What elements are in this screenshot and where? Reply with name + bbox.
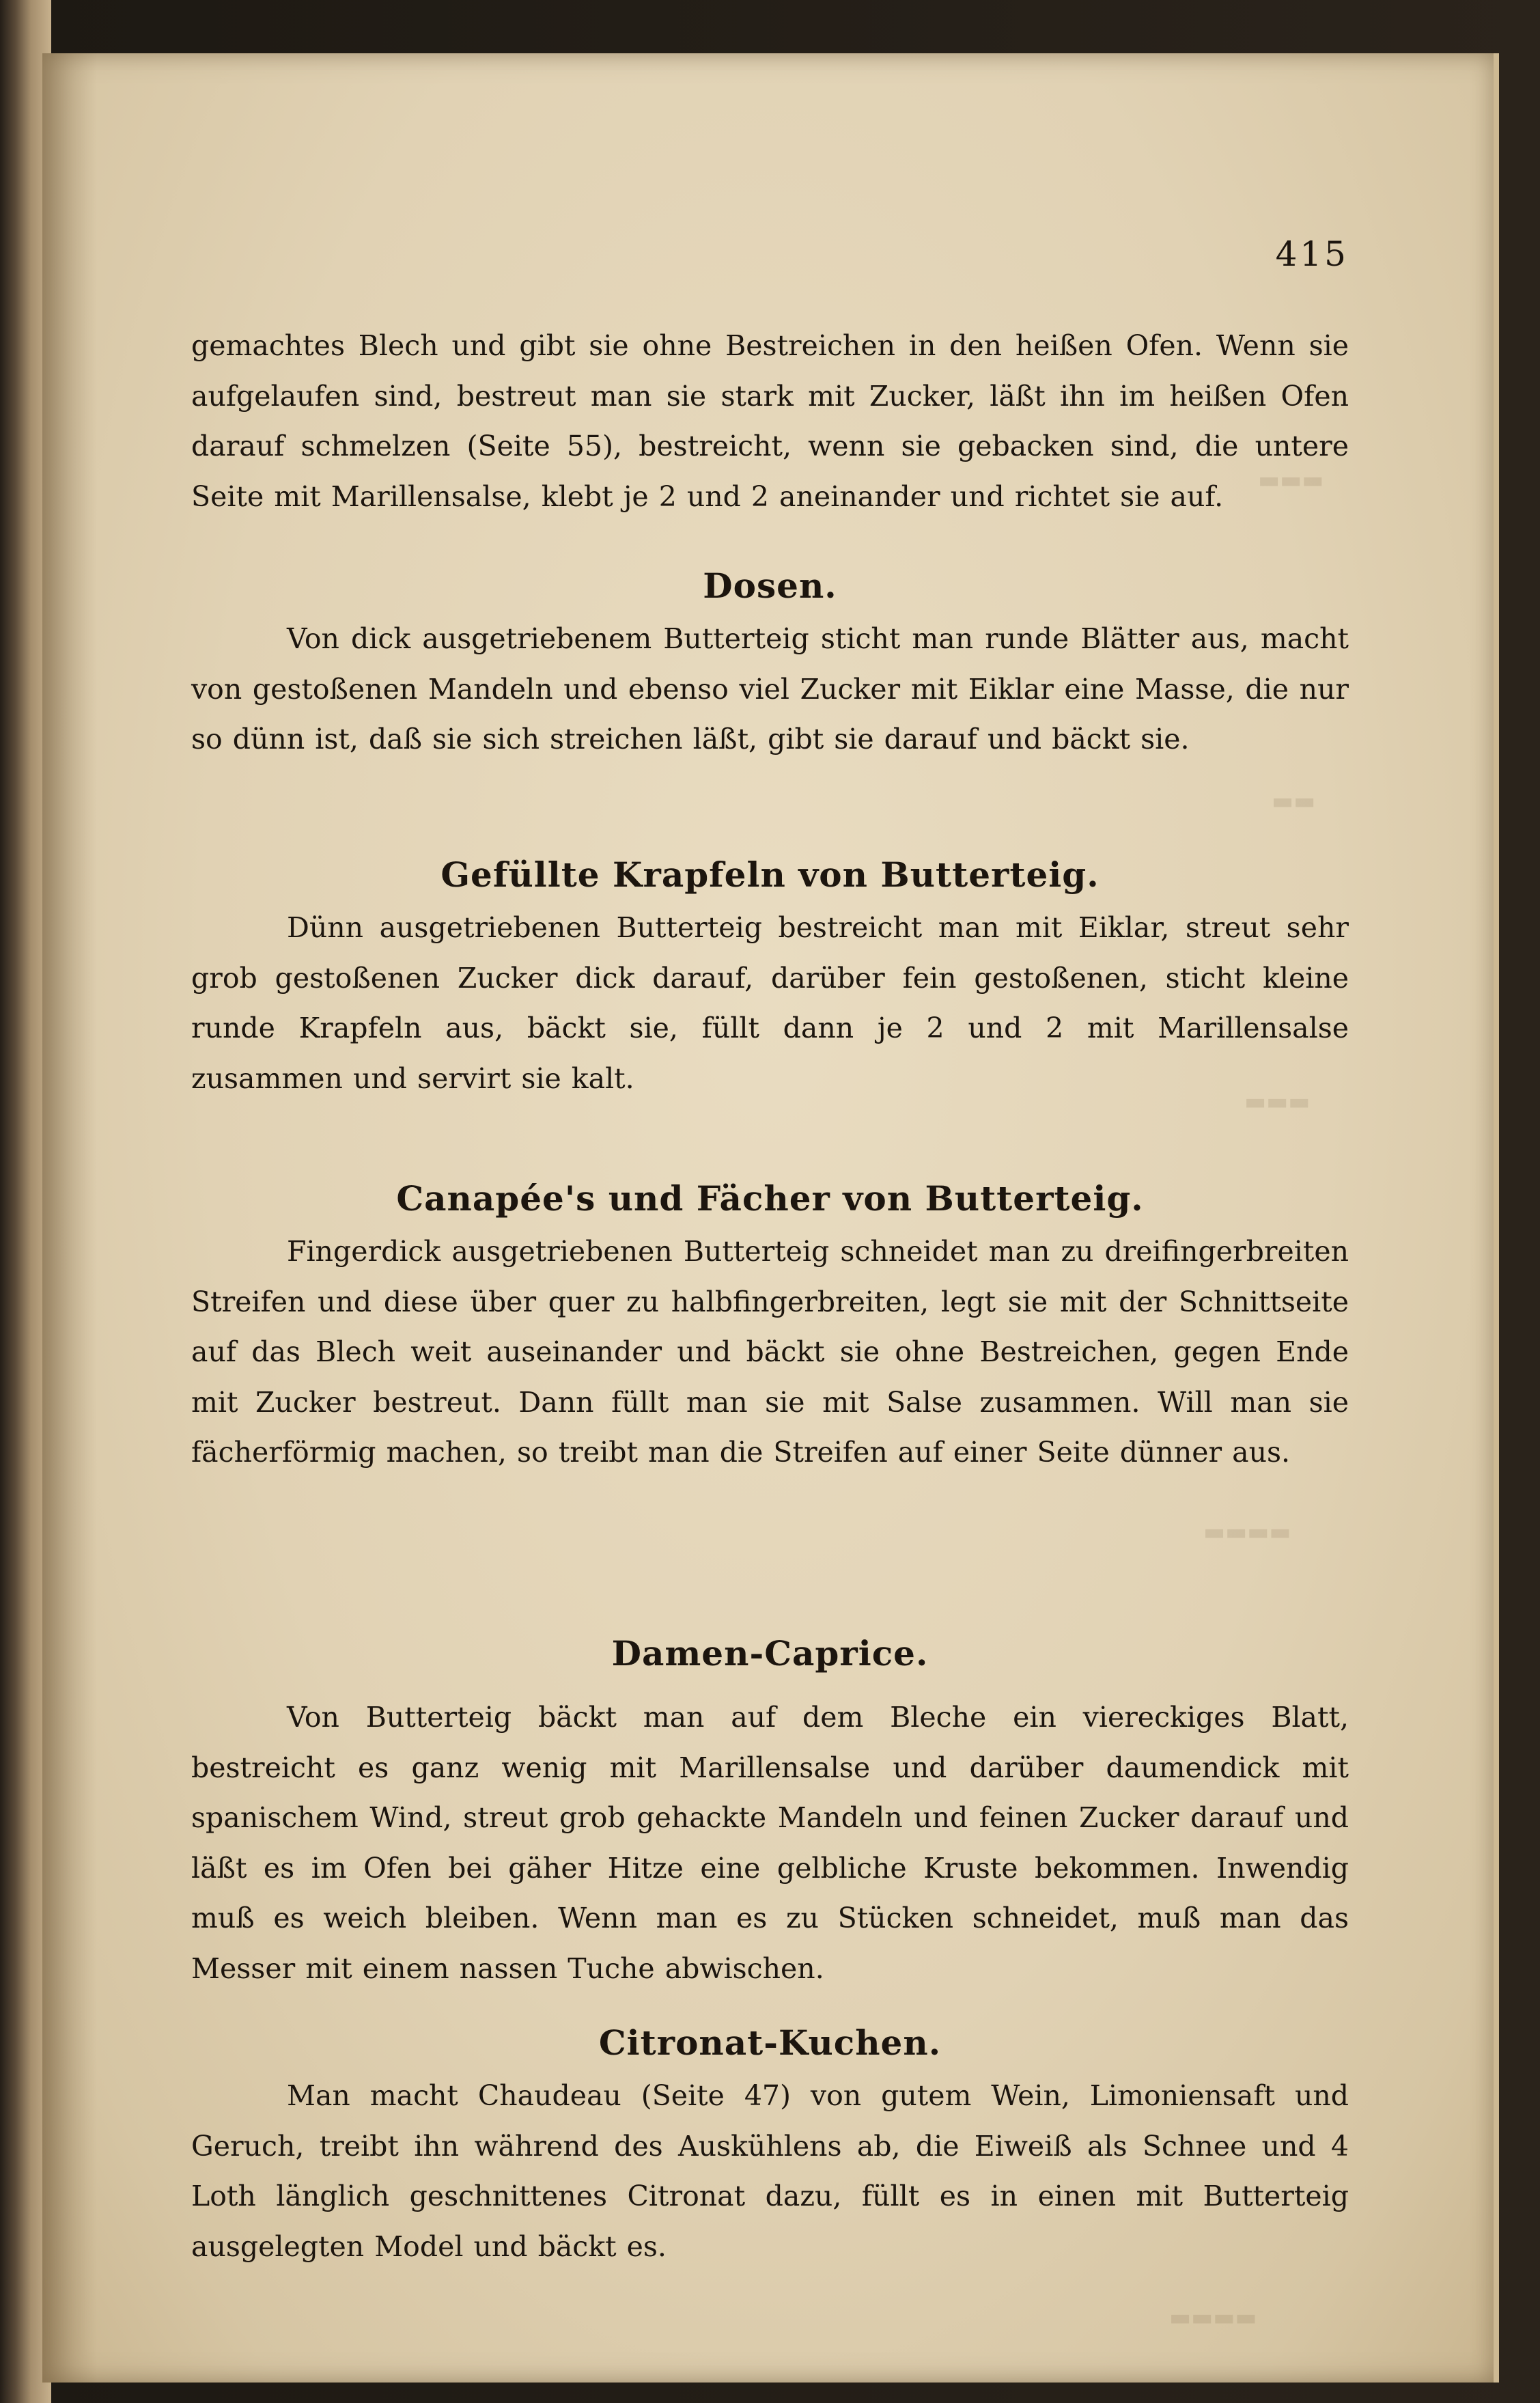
section-krapfeln [191,851,1349,1104]
section-citronat-kuchen-heading: Citronat-Kuchen. [598,2023,942,2063]
section-citronat-kuchen [191,2019,1349,2272]
section-canapees-text: Fingerdick ausgetriebenen Butterteig schneidet man zu dreifingerbreiten Streifen und diese über quer zu halbfingerbreiten, legt sie mit der Schnittseite auf das Blech weit auseinander und bäckt sie ohne Bestreichen, gegen Ende mit Zucker bestreut. Dann füllt man sie mit Salse zusammen. Will man sie fächerförmig machen, so treibt man die Streifen auf einer Seite dünner aus. [191,1235,1349,1469]
section-dosen-text: Von dick ausgetriebenem Butterteig sticht man runde Blätter aus, macht von gestoßenen Mandeln und ebenso viel Zucker mit Eiklar eine Masse, die nur so dünn ist, daß sie sich streichen läßt, gibt sie darauf und bäckt sie. [191,622,1349,755]
bleed-through-mark: ▬▬▬ [1244,1088,1311,1115]
section-citronat-kuchen-text: Man macht Chaudeau (Seite 47) von gutem Wein, Limoniensaft und Geruch, treibt ihn während des Auskühlens ab, die Eiweiß als Schnee und 4 Loth länglich geschnittenes Citronat dazu, füllt es in einen mit Butterteig ausgelegten Model und bäckt es. [191,2079,1349,2263]
section-canapees [191,1175,1349,1478]
section-dosen [191,562,1349,765]
bleed-through-mark: ▬▬▬▬ [1169,2304,1257,2331]
section-krapfeln-heading: Gefüllte Krapfeln von Butterteig. [440,855,1100,895]
bleed-through-mark: ▬▬▬▬ [1203,1518,1291,1546]
page-gutter-shadow [42,53,97,2383]
section-dosen-heading: Dosen. [703,566,837,606]
section-damen-caprice-text: Von Butterteig bäckt man auf dem Bleche ein viereckiges Blatt, bestreicht es ganz wenig mit Marillensalse und darüber daumendick mit spanischem Wind, streut grob gehackte Mandeln und feinen Zucker darauf und läßt es im Ofen bei gäher Hitze eine gelbliche Kruste bekommen. Inwendig muß es weich bleiben. Wenn man es zu Stücken schneidet, muß man das Messer mit einem nassen Tuche abwischen. [191,1701,1349,1985]
section-continuation [191,321,1349,522]
page-number: 415 [1275,234,1349,274]
bleed-through-mark: ▬▬▬ [1258,467,1324,494]
section-krapfeln-text: Dünn ausgetriebenen Butterteig bestreicht man mit Eiklar, streut sehr grob gestoßenen Zucker dick darauf, darüber fein gestoßenen, sticht kleine runde Krapfeln aus, bäckt sie, füllt dann je 2 und 2 mit Marillensalse zusammen und servirt sie kalt. [191,911,1349,1095]
section-damen-caprice-heading: Damen-Caprice. [611,1633,929,1673]
bleed-through-mark: ▬▬ [1272,788,1316,815]
book-page [42,53,1499,2383]
section-continuation-text: gemachtes Blech und gibt sie ohne Bestreichen in den heißen Ofen. Wenn sie aufgelaufen sind, bestreut man sie stark mit Zucker, läßt ihn im heißen Ofen darauf schmelzen (Seite 55), bestreicht, wenn sie gebacken sind, die untere Seite mit Marillensalse, klebt je 2 und 2 aneinander und richtet sie auf. [191,329,1349,513]
section-damen-caprice [191,1630,1349,1994]
section-canapees-heading: Canapée's und Fächer von Butterteig. [396,1178,1144,1219]
